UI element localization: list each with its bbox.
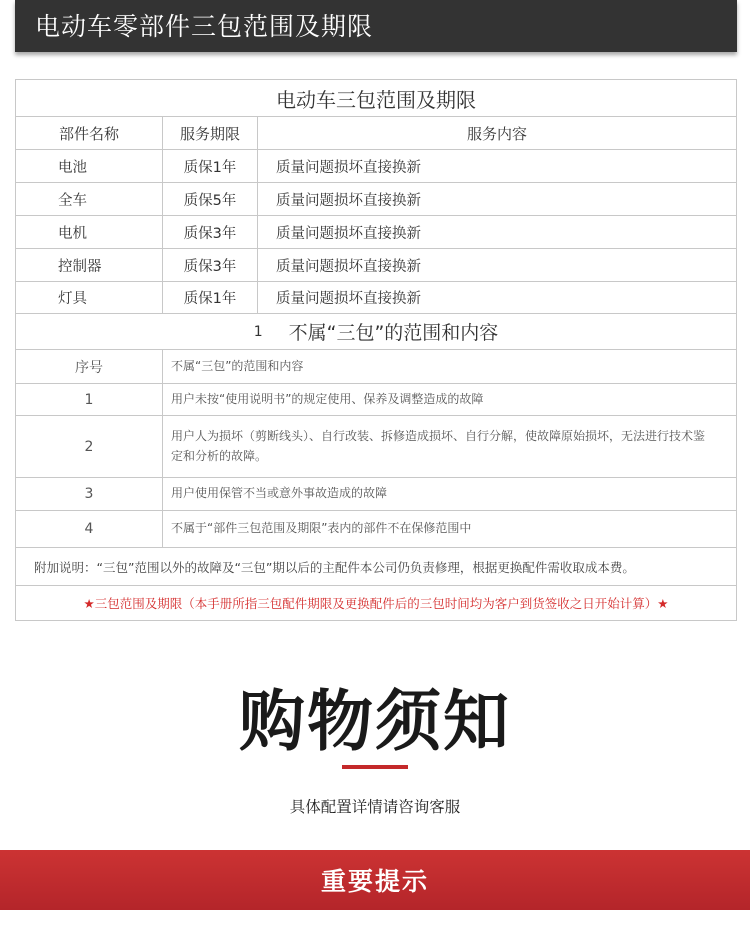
important-notice-label: 重要提示: [320, 867, 429, 896]
warranty-period: 质保3年: [163, 249, 258, 281]
service-content: 质量问题损坏直接换新: [276, 192, 421, 209]
table-row: [16, 150, 736, 183]
consult-service-text: 具体配置详情请咨询客服: [289, 798, 461, 816]
column-header-part: 部件名称: [16, 117, 163, 149]
exclusion-row: [16, 511, 736, 548]
exclusion-number: 1: [16, 384, 163, 415]
exclusion-number: 2: [16, 416, 163, 477]
warranty-period: 质保1年: [163, 150, 258, 182]
column-header-period: 服务期限: [163, 117, 258, 149]
warranty-period: 质保1年: [163, 282, 258, 313]
table-title: 电动车三包范围及期限: [276, 87, 476, 112]
table-title-row: [16, 80, 736, 117]
table-row: [16, 183, 736, 216]
header-title: 电动车零部件三包范围及期限: [35, 12, 374, 41]
title-underline: [342, 765, 408, 769]
exclusion-row: [16, 416, 736, 478]
warranty-table: [15, 79, 737, 621]
part-name: 全车: [16, 183, 163, 215]
column-header-content: 不属“三包”的范围和内容: [171, 358, 304, 373]
star-note-row: [16, 586, 736, 620]
exclusion-text: 用户使用保管不当或意外事故造成的故障: [171, 486, 388, 501]
section-number: 1: [253, 323, 263, 340]
star-note: ★三包范围及期限（本手册所指三包配件期限及更换配件后的三包时间均为客户到货签收之日开始计算）★: [83, 596, 669, 611]
table-row: [16, 282, 736, 314]
exclusion-number: 3: [16, 478, 163, 510]
exclusion-row: [16, 478, 736, 511]
exclusion-text: 用户未按“使用说明书”的规定使用、保养及调整造成的故障: [171, 391, 484, 406]
exclusion-row: [16, 384, 736, 416]
part-name: 灯具: [16, 282, 163, 313]
exclusion-section-title-row: [16, 314, 736, 350]
exclusion-number: 4: [16, 511, 163, 547]
part-name: 控制器: [16, 249, 163, 281]
service-content: 质量问题损坏直接换新: [276, 258, 421, 275]
additional-note-row: [16, 548, 736, 586]
additional-note: 附加说明：“三包”范围以外的故障及“三包”期以后的主配件本公司仍负责修理，根据更换配件需收取成本费。: [34, 559, 635, 575]
exclusion-section-title: [16, 314, 736, 349]
service-content: 质量问题损坏直接换新: [276, 159, 421, 176]
exclusion-text: 用户人为损坏（剪断线头）、自行改装、拆修造成损坏、自行分解，使故障原始损坏，无法进行技术鉴定和分析的故障。: [171, 429, 706, 463]
top-header: [15, 0, 737, 52]
table-header-row: [16, 117, 736, 150]
warranty-period: 质保5年: [163, 183, 258, 215]
section-title: 不属“三包”的范围和内容: [288, 322, 499, 344]
column-header-service: 服务内容: [466, 124, 527, 143]
exclusion-text: 不属于“部件三包范围及期限”表内的部件不在保修范围中: [171, 521, 472, 536]
table-row: [16, 249, 736, 282]
warranty-period: 质保3年: [163, 216, 258, 248]
service-content: 质量问题损坏直接换新: [276, 225, 421, 242]
part-name: 电机: [16, 216, 163, 248]
shopping-notice-title: 购物须知: [239, 683, 511, 760]
table-row: [16, 216, 736, 249]
service-content: 质量问题损坏直接换新: [276, 291, 421, 307]
exclusion-header-row: [16, 350, 736, 384]
column-header-number: 序号: [16, 350, 163, 383]
part-name: 电池: [16, 150, 163, 182]
important-notice-banner: [0, 850, 750, 910]
